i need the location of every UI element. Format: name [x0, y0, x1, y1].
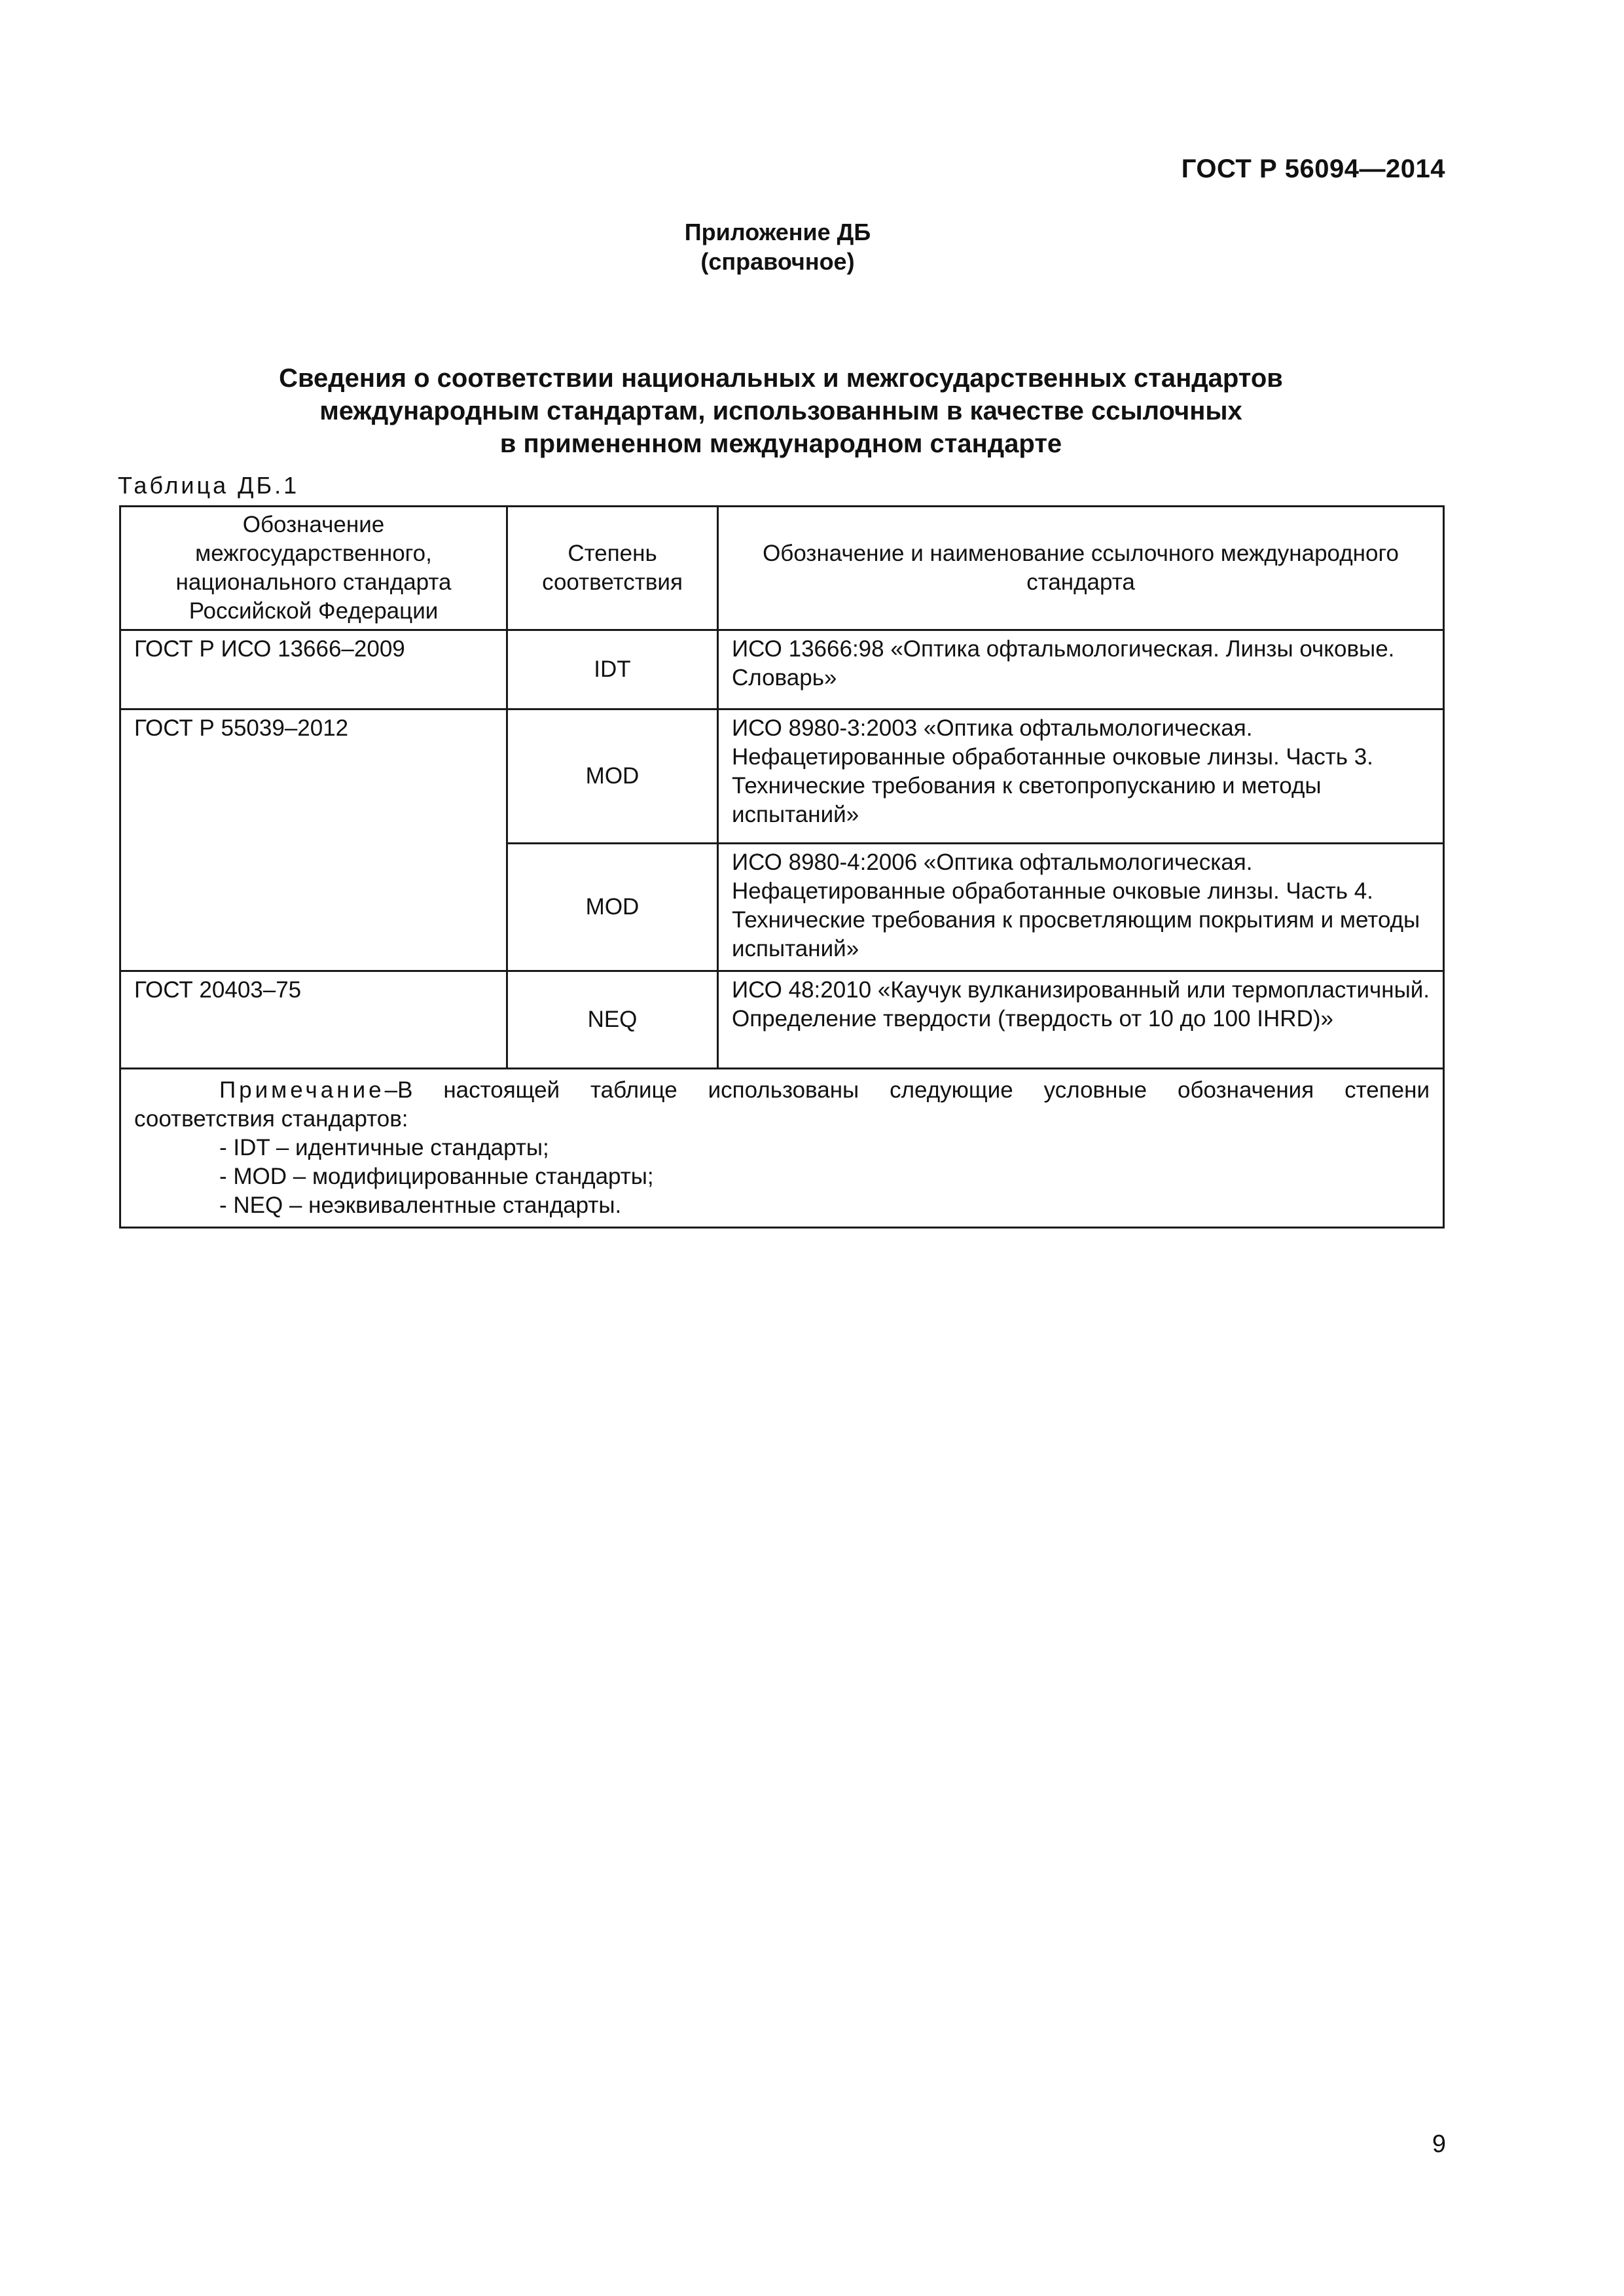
table-row: [120, 971, 1444, 1069]
international-standard-cell: ИСО 8980-3:2003 «Оптика офтальмологическая. Нефацетированные обработанные очковые линзы. Часть 3. Технические требования к светопропусканию и методы испытаний»: [718, 709, 1444, 844]
heading-line-3: в примененном международном стандарте: [499, 429, 1062, 458]
appendix-title: Приложение ДБ: [684, 219, 871, 245]
national-standard-cell: ГОСТ 20403–75: [120, 971, 507, 1069]
appendix-title-block: [0, 217, 1555, 276]
note-item-neq: - NEQ – неэквивалентные стандарты.: [219, 1193, 622, 1218]
header-degree: Степень соответствия: [507, 507, 718, 630]
appendix-subtitle: (справочное): [700, 248, 855, 275]
international-standard-cell: ИСО 8980-4:2006 «Оптика офтальмологическая. Нефацетированные обработанные очковые линзы. Часть 4. Технические требования к просветляющим покрытиям и методы испытаний»: [718, 844, 1444, 971]
table-caption: Таблица ДБ.1: [118, 472, 300, 499]
header-national-standard: Обозначение межгосударственного, национального стандарта Российской Федерации: [120, 507, 507, 630]
heading-line-1: Сведения о соответствии национальных и межгосударственных стандартов: [279, 364, 1283, 393]
table-note-row: [120, 1069, 1444, 1228]
note-item-idt: - IDT – идентичные стандарты;: [219, 1135, 549, 1160]
note-dash: –: [384, 1077, 398, 1103]
international-standard-cell: ИСО 13666:98 «Оптика офтальмологическая. Линзы очковые. Словарь»: [718, 630, 1444, 709]
degree-cell: MOD: [507, 844, 718, 971]
table-row: [120, 709, 1444, 844]
international-standard-cell: ИСО 48:2010 «Каучук вулканизированный или термопластичный. Определение твердости (твердость от 10 до 100 IHRD)»: [718, 971, 1444, 1069]
header-international-standard: Обозначение и наименование ссылочного международного стандарта: [718, 507, 1444, 630]
table-header-row: [120, 507, 1444, 630]
note-continuation: соответствия стандартов:: [134, 1106, 408, 1132]
table-note: [120, 1069, 1444, 1228]
degree-cell: MOD: [507, 709, 718, 844]
national-standard-cell: ГОСТ Р ИСО 13666–2009: [120, 630, 507, 709]
note-first-line: [134, 1076, 1430, 1105]
document-number: ГОСТ Р 56094—2014: [1181, 154, 1445, 183]
table-row: [120, 630, 1444, 709]
note-text: В настоящей таблице использованы следующие условные обозначения степени: [397, 1077, 1430, 1103]
national-standard-cell: ГОСТ Р 55039–2012: [120, 709, 507, 971]
correspondence-table: [119, 505, 1445, 1229]
note-item-mod: - MOD – модифицированные стандарты;: [219, 1164, 654, 1189]
degree-cell: IDT: [507, 630, 718, 709]
section-heading: [119, 362, 1443, 460]
page-number: 9: [1432, 2130, 1446, 2158]
note-label: Примечание: [219, 1077, 385, 1103]
degree-cell: NEQ: [507, 971, 718, 1069]
heading-line-2: международным стандартам, использованным в качестве ссылочных: [319, 397, 1242, 425]
